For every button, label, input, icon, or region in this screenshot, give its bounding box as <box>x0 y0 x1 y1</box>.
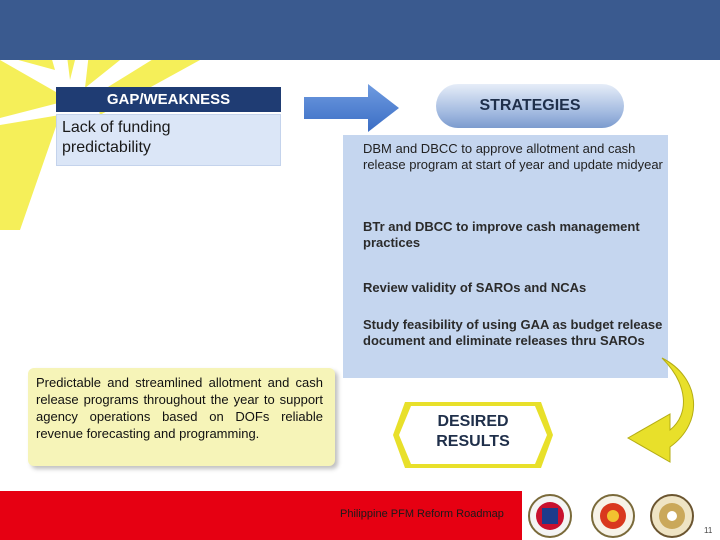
seal-icon <box>590 494 636 538</box>
footer-title: Philippine PFM Reform Roadmap <box>340 508 504 520</box>
seal-icon <box>527 494 573 538</box>
desired-line-2: RESULTS <box>436 433 510 450</box>
seal-icon <box>649 494 695 538</box>
gap-line-1: Lack of funding <box>62 119 171 136</box>
top-banner <box>0 0 720 60</box>
strategies-title: STRATEGIES <box>436 84 624 128</box>
outcome-text: Predictable and streamlined allotment and cash release programs throughout the year to support agency operations based on DOFs reliable revenue forecasting and programming. <box>28 368 335 466</box>
strategy-item: Study feasibility of using GAA as budget release document and eliminate releases thru SAROs <box>363 317 663 348</box>
strategy-item: BTr and DBCC to improve cash management practices <box>363 219 640 250</box>
strategy-item: DBM and DBCC to approve allotment and cash release program at start of year and update midyear <box>363 141 663 172</box>
gap-weakness-body <box>56 114 281 166</box>
strategies-list <box>343 135 668 378</box>
desired-results-label <box>393 412 553 452</box>
curved-arrow-icon <box>600 352 710 472</box>
gap-weakness-header: GAP/WEAKNESS <box>56 87 281 112</box>
right-arrow-icon <box>304 84 399 132</box>
desired-line-1: DESIRED <box>437 413 509 430</box>
strategy-item: Review validity of SAROs and NCAs <box>363 280 587 295</box>
gap-line-2: predictability <box>62 139 151 156</box>
page-number: 11 <box>704 526 713 535</box>
